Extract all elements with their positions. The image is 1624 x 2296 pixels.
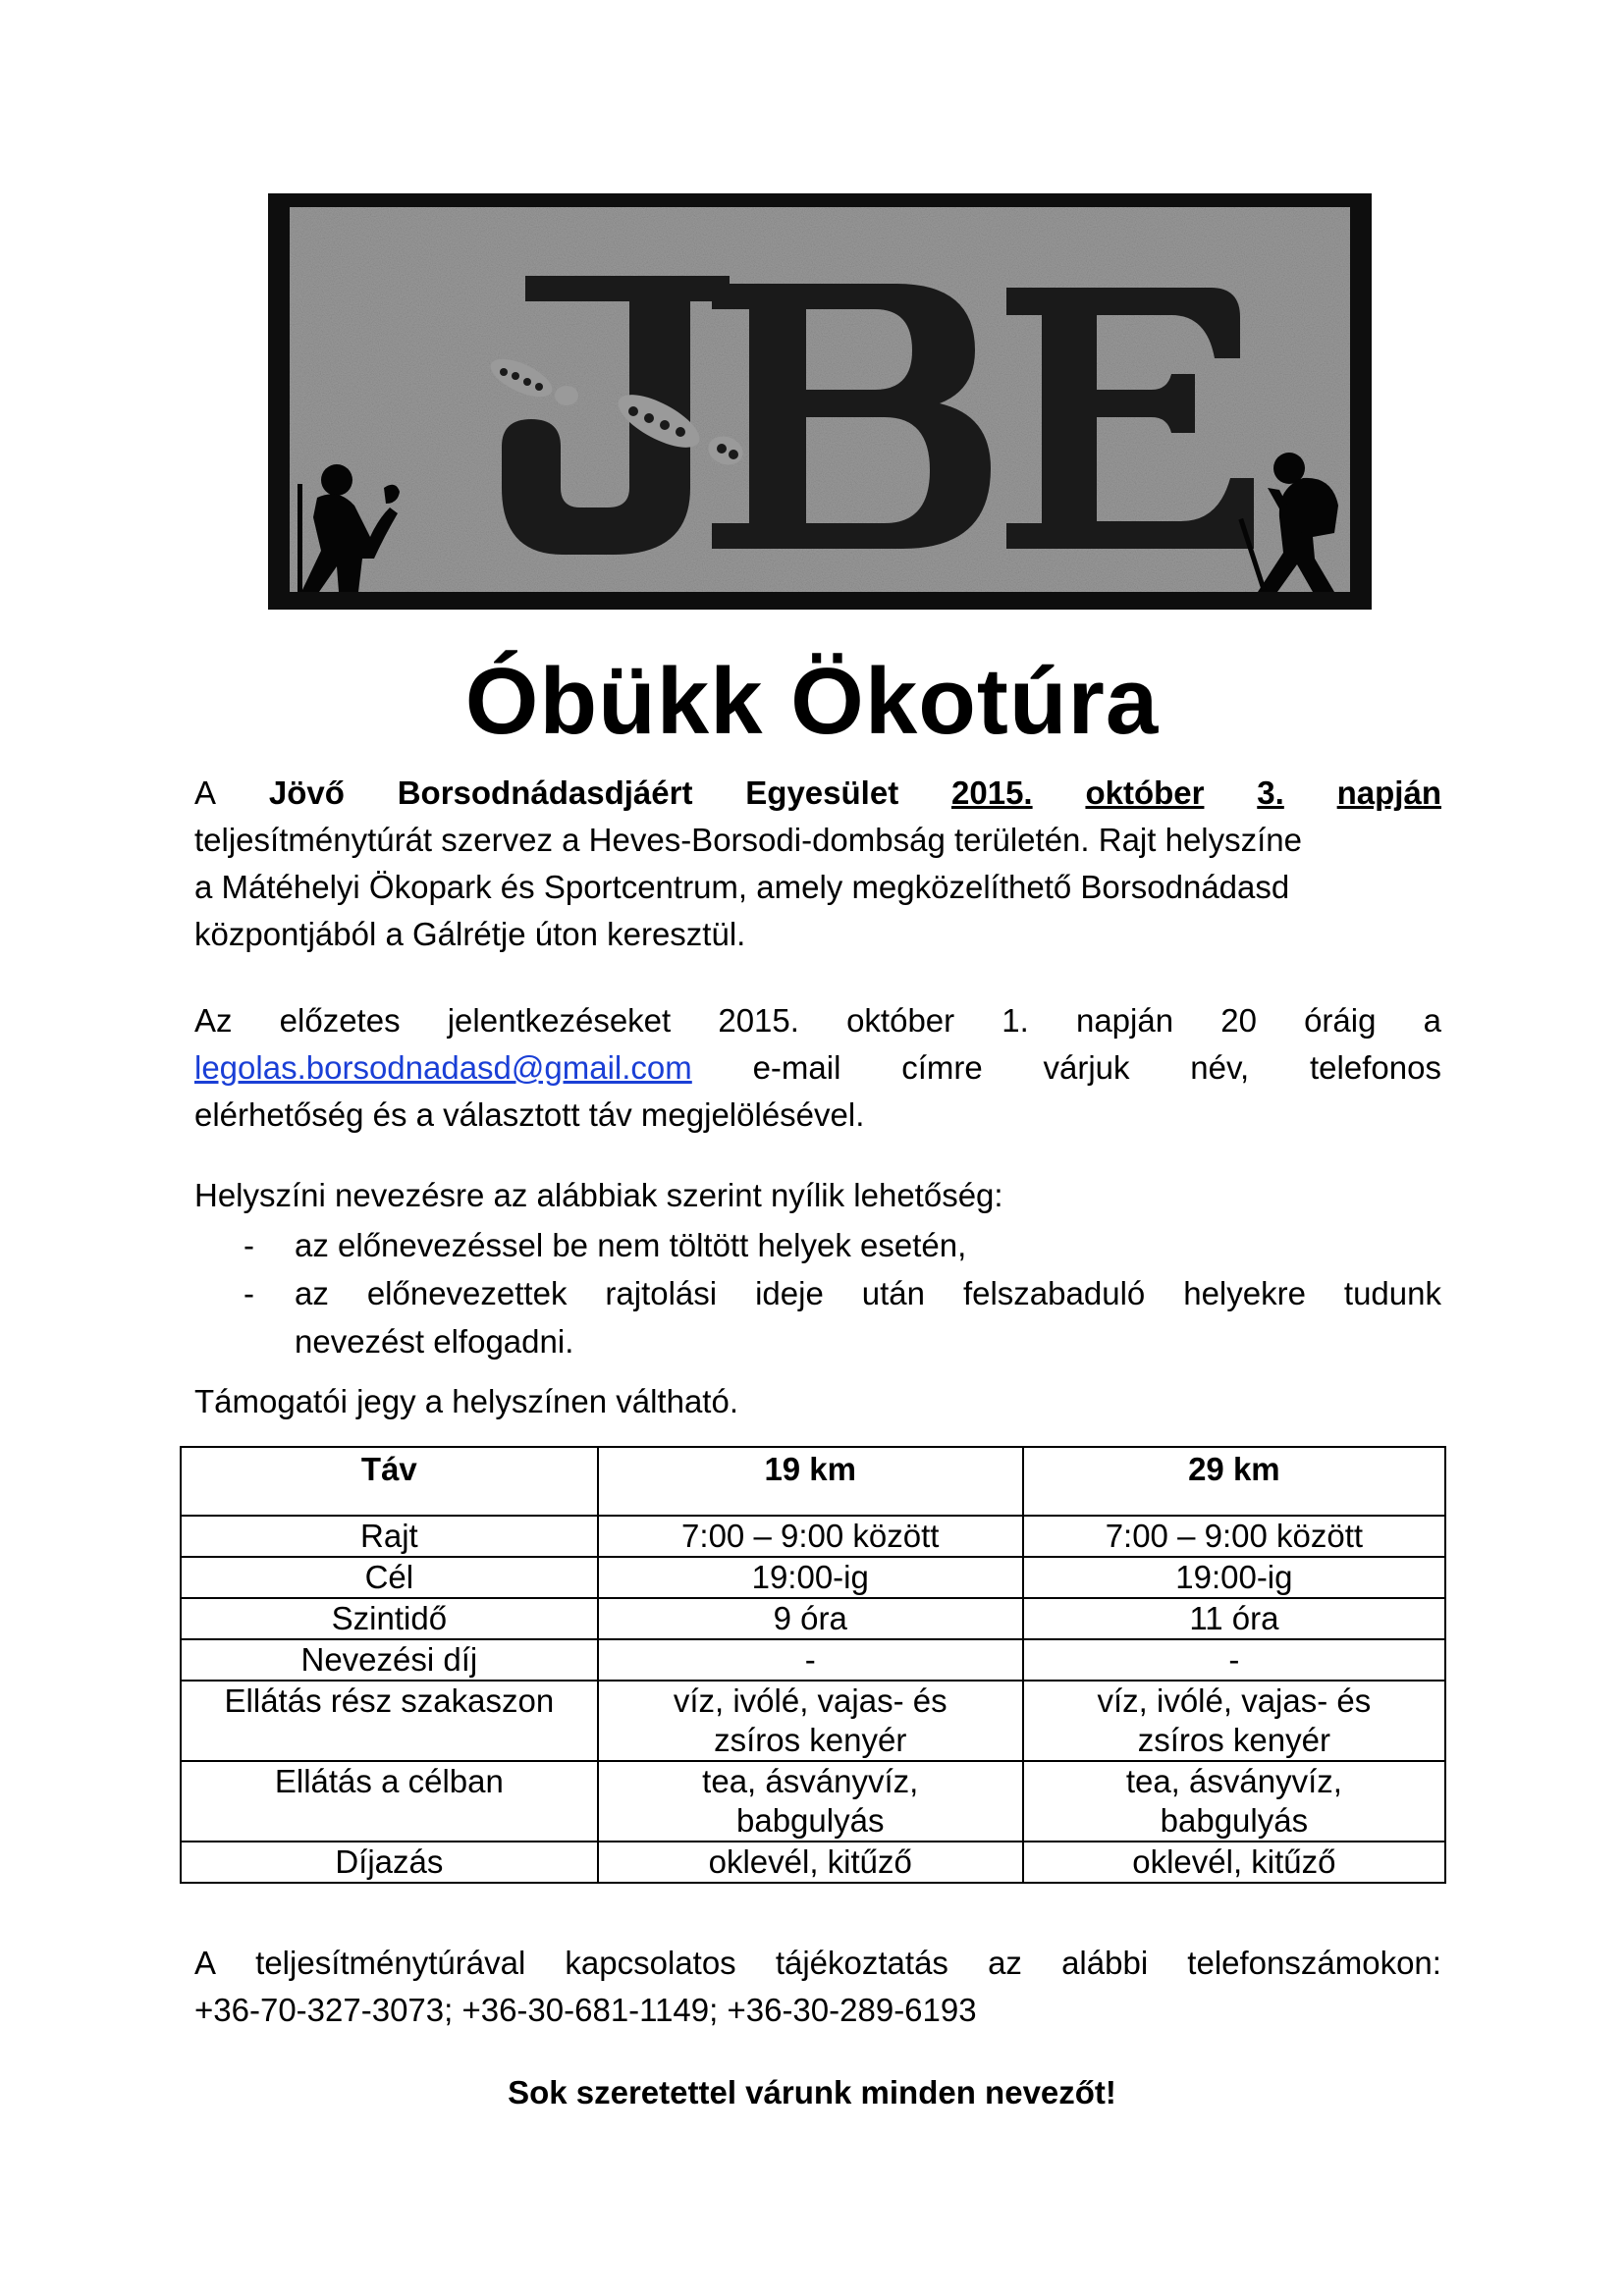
contact-word: teljesítménytúrával xyxy=(255,1945,526,1981)
table-cell: - xyxy=(598,1639,1023,1681)
registration-word: október xyxy=(846,1002,955,1039)
list-item-text-line xyxy=(295,1269,1441,1317)
table-header: 19 km xyxy=(598,1447,1023,1516)
table-row xyxy=(181,1598,1445,1639)
registration-line-3: elérhetőség és a választott táv megjelölésével. xyxy=(194,1096,865,1133)
table-cell xyxy=(598,1681,1023,1761)
registration-word: jelentkezéseket xyxy=(447,1002,672,1039)
table-cell: - xyxy=(1023,1639,1445,1681)
table-cell: oklevél, kitűző xyxy=(598,1842,1023,1883)
registration-word: címre xyxy=(901,1049,983,1086)
phone-numbers: +36-70-327-3073; +36-30-681-1149; +36-30-289-6193 xyxy=(194,1992,977,2028)
table-cell: 7:00 – 9:00 között xyxy=(1023,1516,1445,1557)
intro-line-3: a Mátéhelyi Ökopark és Sportcentrum, amely megközelíthető Borsodnádasd xyxy=(194,869,1290,905)
intro-paragraph xyxy=(194,770,1441,958)
contact-word: telefonszámokon: xyxy=(1187,1945,1441,1981)
dash-bullet: - xyxy=(244,1227,254,1263)
event-date-word: 2015. xyxy=(951,774,1033,811)
association-name-word: Jövő xyxy=(268,774,345,811)
table-cell-label: Cél xyxy=(181,1557,598,1598)
list-word: az xyxy=(295,1275,329,1311)
list-word: után xyxy=(861,1275,925,1311)
registration-word: 2015. xyxy=(718,1002,799,1039)
registration-word: telefonos xyxy=(1310,1049,1441,1086)
contact-word: A xyxy=(194,1945,217,1981)
table-row xyxy=(181,1639,1445,1681)
table-cell-label: Rajt xyxy=(181,1516,598,1557)
closing-line: Sok szeretettel várunk minden nevezőt! xyxy=(508,2074,1116,2110)
contact-paragraph xyxy=(194,1940,1441,2034)
list-word: előnevezettek xyxy=(366,1275,568,1311)
cell-line: babgulyás xyxy=(736,1802,885,1839)
table-cell xyxy=(598,1761,1023,1842)
table-cell: 19:00-ig xyxy=(598,1557,1023,1598)
cell-line: zsíros kenyér xyxy=(714,1722,907,1758)
jbe-logo xyxy=(268,193,1372,610)
table-row xyxy=(181,1516,1445,1557)
table-cell: 11 óra xyxy=(1023,1598,1445,1639)
table-cell: oklevél, kitűző xyxy=(1023,1842,1445,1883)
dash-bullet: - xyxy=(244,1275,254,1311)
distance-table xyxy=(180,1446,1446,1884)
registration-paragraph xyxy=(194,997,1441,1139)
registration-line-2 xyxy=(194,1044,1441,1092)
registration-word: a xyxy=(1423,1002,1441,1039)
registration-word: 1. xyxy=(1001,1002,1029,1039)
association-name-word: Borsodnádasdjáért xyxy=(397,774,693,811)
event-date-word: napján xyxy=(1336,774,1441,811)
list-item-text-line: nevezést elfogadni. xyxy=(295,1323,574,1360)
event-date-word: 3. xyxy=(1257,774,1284,811)
table-header: 29 km xyxy=(1023,1447,1445,1516)
intro-word: A xyxy=(194,774,217,811)
onsite-heading: Helyszíni nevezésre az alábbiak szerint nyílik lehetőség: xyxy=(194,1177,1003,1213)
jbe-logo-image xyxy=(268,193,1372,610)
table-row xyxy=(181,1761,1445,1842)
registration-word: várjuk xyxy=(1043,1049,1130,1086)
list-item-text: az előnevezéssel be nem töltött helyek esetén, xyxy=(295,1227,967,1263)
contact-word: az xyxy=(988,1945,1022,1981)
table-cell-label: Szintidő xyxy=(181,1598,598,1639)
contact-word: alábbi xyxy=(1061,1945,1149,1981)
intro-line-4: központjából a Gálrétje úton keresztül. xyxy=(194,916,746,952)
page-title: Óbükk Ökotúra xyxy=(464,649,1160,754)
contact-word: kapcsolatos xyxy=(565,1945,736,1981)
list-word: felszabaduló xyxy=(962,1275,1146,1311)
table-cell-label: Díjazás xyxy=(181,1842,598,1883)
association-name-word: Egyesület xyxy=(745,774,899,811)
contact-word: tájékoztatás xyxy=(775,1945,948,1981)
table-header-row xyxy=(181,1447,1445,1516)
intro-line-2: teljesítménytúrát szervez a Heves-Borsodi-dombság területén. Rajt helyszíne xyxy=(194,822,1303,858)
cell-line: tea, ásványvíz, xyxy=(1125,1763,1342,1799)
table-cell: 7:00 – 9:00 között xyxy=(598,1516,1023,1557)
onsite-list xyxy=(194,1221,1441,1365)
list-item xyxy=(194,1269,1441,1365)
list-word: ideje xyxy=(755,1275,824,1311)
table-cell xyxy=(1023,1681,1445,1761)
cell-line: víz, ivólé, vajas- és xyxy=(1097,1682,1372,1719)
table-cell-label: Nevezési díj xyxy=(181,1639,598,1681)
registration-word: név, xyxy=(1190,1049,1250,1086)
registration-word: napján xyxy=(1075,1002,1174,1039)
table-cell-label: Ellátás a célban xyxy=(181,1761,598,1842)
cell-line: babgulyás xyxy=(1160,1802,1309,1839)
cell-line: zsíros kenyér xyxy=(1137,1722,1330,1758)
registration-word: óráig xyxy=(1304,1002,1377,1039)
registration-word: e-mail xyxy=(752,1049,841,1086)
table-row xyxy=(181,1557,1445,1598)
registration-word: előzetes xyxy=(279,1002,401,1039)
cell-line: víz, ivólé, vajas- és xyxy=(673,1682,947,1719)
list-word: helyekre xyxy=(1183,1275,1306,1311)
email-link[interactable]: legolas.borsodnadasd@gmail.com xyxy=(194,1049,692,1086)
intro-line-1 xyxy=(194,770,1441,817)
list-word: rajtolási xyxy=(605,1275,718,1311)
table-cell: 9 óra xyxy=(598,1598,1023,1639)
event-date-word: október xyxy=(1085,774,1205,811)
cell-line: tea, ásványvíz, xyxy=(702,1763,919,1799)
list-word: tudunk xyxy=(1343,1275,1441,1311)
contact-line-1 xyxy=(194,1940,1441,1987)
table-row xyxy=(181,1842,1445,1883)
table-cell-label: Ellátás rész szakaszon xyxy=(181,1681,598,1761)
registration-line-1 xyxy=(194,997,1441,1044)
registration-word: Az xyxy=(194,1002,233,1039)
table-header: Táv xyxy=(181,1447,598,1516)
ticket-note: Támogatói jegy a helyszínen váltható. xyxy=(194,1383,738,1419)
table-cell xyxy=(1023,1761,1445,1842)
registration-word: 20 xyxy=(1220,1002,1257,1039)
table-row xyxy=(181,1681,1445,1761)
table-cell: 19:00-ig xyxy=(1023,1557,1445,1598)
list-item xyxy=(194,1221,1441,1269)
